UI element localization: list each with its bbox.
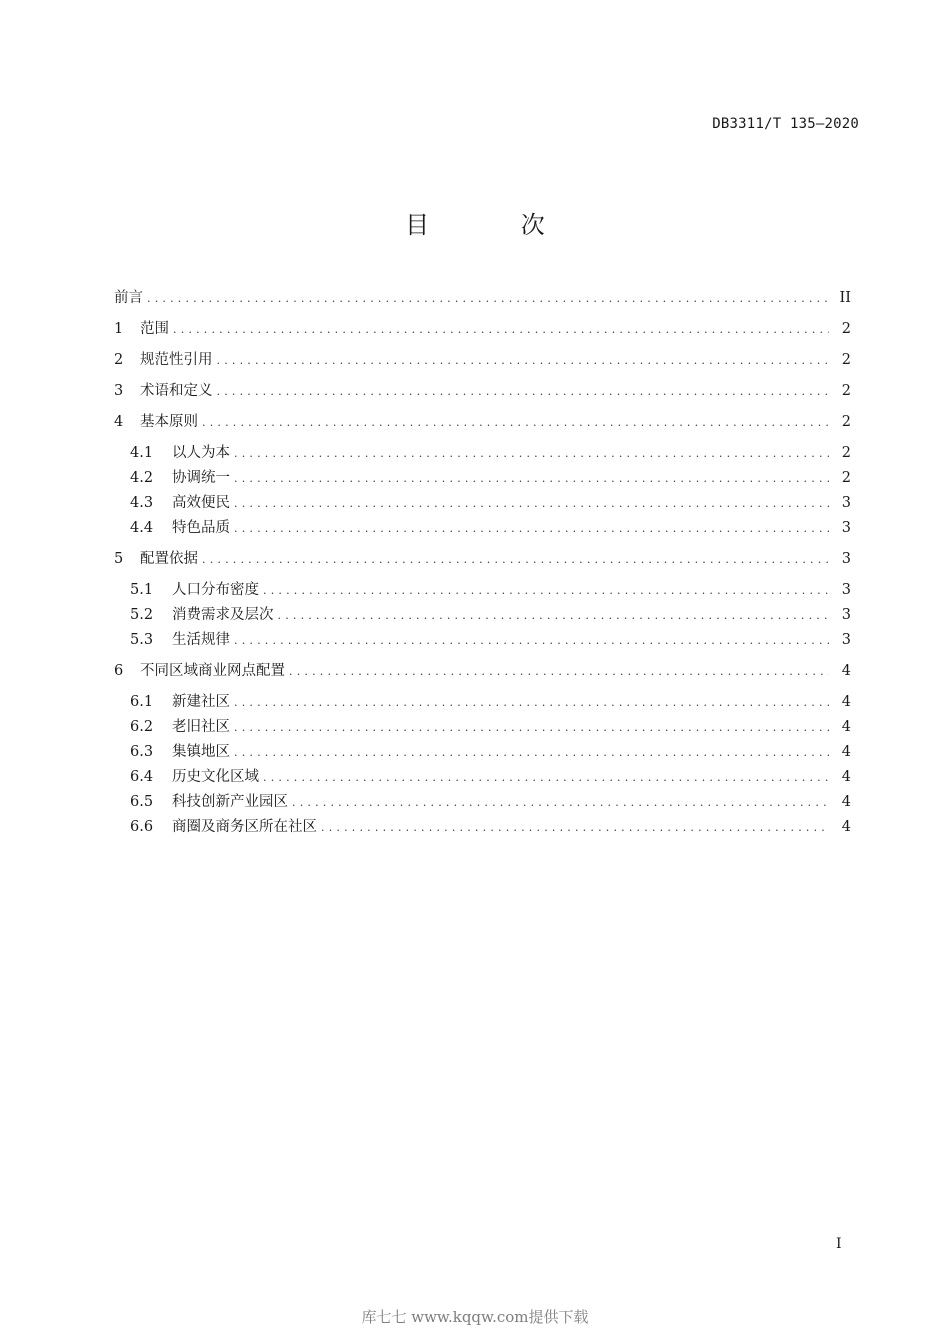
toc-page: 3 (841, 582, 851, 598)
toc-page: 3 (841, 520, 851, 536)
toc-label: 基本原则 (140, 414, 198, 430)
toc-entry-6[interactable] (114, 659, 851, 681)
toc-page: 4 (841, 694, 851, 710)
toc-leader (234, 470, 829, 488)
toc-entry-5[interactable] (114, 547, 851, 569)
toc-leader (202, 414, 829, 432)
toc-leader (263, 769, 829, 787)
toc-entry-5-3[interactable] (130, 628, 851, 650)
toc-label: 人口分布密度 (172, 582, 259, 598)
toc-number: 6 (114, 663, 124, 679)
toc-label: 老旧社区 (172, 719, 230, 735)
toc-entry-6-4[interactable] (130, 765, 851, 787)
toc-leader (234, 632, 829, 650)
toc-number: 3 (114, 383, 124, 399)
toc-number: 4.3 (130, 495, 154, 511)
toc-label: 特色品质 (172, 520, 230, 536)
toc-label: 科技创新产业园区 (172, 794, 288, 810)
toc-entry-4-4[interactable] (130, 516, 851, 538)
toc-page: 4 (841, 794, 851, 810)
toc-number: 5.3 (130, 632, 154, 648)
toc-entry-2[interactable] (114, 348, 851, 370)
toc-number: 5 (114, 551, 124, 567)
toc-number: 5.2 (130, 607, 154, 623)
toc-label: 前言 (114, 290, 143, 306)
toc-label: 生活规律 (172, 632, 230, 648)
toc-number: 2 (114, 352, 124, 368)
toc-entry-6-5[interactable] (130, 790, 851, 812)
toc-entry-6-6[interactable] (130, 815, 851, 837)
toc-entry-6-2[interactable] (130, 715, 851, 737)
toc-label: 规范性引用 (140, 352, 213, 368)
toc-entry-5-1[interactable] (130, 578, 851, 600)
toc-number: 6.3 (130, 744, 154, 760)
toc-entry-6-3[interactable] (130, 740, 851, 762)
toc-page: 4 (841, 819, 851, 835)
toc-leader (217, 383, 830, 401)
page-number: I (836, 1236, 842, 1252)
toc-number: 6.1 (130, 694, 154, 710)
toc-leader (289, 663, 829, 681)
toc-label: 配置依据 (140, 551, 198, 567)
toc-page: 3 (841, 495, 851, 511)
toc-leader (217, 352, 830, 370)
toc-number: 4.2 (130, 470, 154, 486)
toc-number: 6.2 (130, 719, 154, 735)
toc-number: 4.1 (130, 445, 154, 461)
toc-leader (147, 290, 829, 308)
toc-entry-4-2[interactable] (130, 466, 851, 488)
toc-number: 4.4 (130, 520, 154, 536)
toc-label: 术语和定义 (140, 383, 213, 399)
toc-leader (173, 321, 829, 339)
document-code: DB3311/T 135—2020 (712, 116, 859, 132)
toc-number: 6.6 (130, 819, 154, 835)
toc-leader (234, 445, 829, 463)
toc-entry-6-1[interactable] (130, 690, 851, 712)
toc-page: 4 (841, 769, 851, 785)
toc-entry-5-2[interactable] (130, 603, 851, 625)
toc-label: 新建社区 (172, 694, 230, 710)
toc-entry-foreword[interactable] (114, 286, 851, 308)
toc-leader (234, 495, 829, 513)
toc-number: 1 (114, 321, 124, 337)
toc-number: 6.4 (130, 769, 154, 785)
toc-entry-4-1[interactable] (130, 441, 851, 463)
toc-label: 历史文化区域 (172, 769, 259, 785)
toc-page: 2 (841, 383, 851, 399)
toc-leader (234, 520, 829, 538)
toc-leader (292, 794, 829, 812)
toc-page: 3 (841, 551, 851, 567)
toc-label: 集镇地区 (172, 744, 230, 760)
toc-label: 不同区域商业网点配置 (140, 663, 285, 679)
toc-entry-3[interactable] (114, 379, 851, 401)
toc-page: 3 (841, 607, 851, 623)
toc-label: 以人为本 (172, 445, 230, 461)
toc-leader (278, 607, 830, 625)
toc-entry-4[interactable] (114, 410, 851, 432)
toc-page: 2 (841, 414, 851, 430)
toc-leader (234, 744, 829, 762)
toc-label: 范围 (140, 321, 169, 337)
toc-page: 2 (841, 352, 851, 368)
toc-page: 2 (841, 321, 851, 337)
toc-number: 5.1 (130, 582, 154, 598)
toc-label: 协调统一 (172, 470, 230, 486)
toc-label: 消费需求及层次 (172, 607, 274, 623)
toc-leader (263, 582, 829, 600)
toc-number: 4 (114, 414, 124, 430)
toc-leader (234, 719, 829, 737)
toc-entry-4-3[interactable] (130, 491, 851, 513)
toc-entry-1[interactable] (114, 317, 851, 339)
toc-label: 商圈及商务区所在社区 (172, 819, 317, 835)
toc-page: 2 (841, 470, 851, 486)
toc-page: 3 (841, 632, 851, 648)
toc-page: 2 (841, 445, 851, 461)
toc-number: 6.5 (130, 794, 154, 810)
toc-leader (234, 694, 829, 712)
toc-label: 高效便民 (172, 495, 230, 511)
toc-page: 4 (841, 719, 851, 735)
page-title: 目 次 (405, 211, 587, 239)
toc-page: 4 (841, 744, 851, 760)
toc-page: II (839, 290, 851, 306)
watermark: 库七七 www.kqqw.com提供下载 (361, 1308, 589, 1326)
toc-page: 4 (841, 663, 851, 679)
toc-leader (202, 551, 829, 569)
toc-leader (321, 819, 829, 837)
